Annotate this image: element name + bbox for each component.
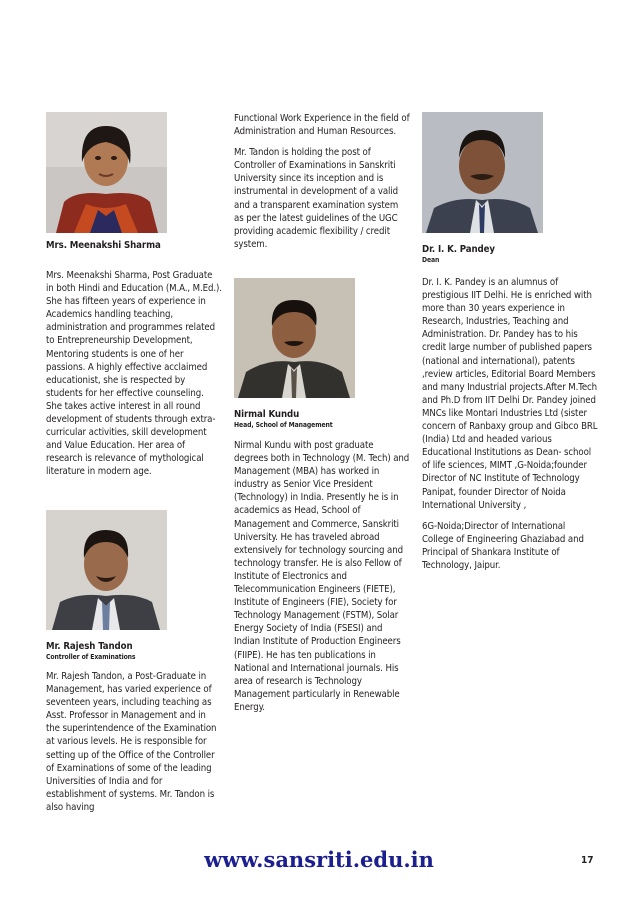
person-bio-continued: Functional Work Experience in the field of Administration and Human Resources.	[234, 113, 410, 138]
person-name: Mrs. Meenakshi Sharma	[46, 240, 161, 251]
column-1-text	[46, 240, 222, 487]
photo-ik-pandey	[422, 112, 543, 233]
photo-nirmal-kundu	[234, 278, 355, 398]
column-2-text-lower	[234, 409, 410, 722]
photo-rajesh-tandon	[46, 510, 167, 630]
person-role: Controller of Examinations	[46, 653, 136, 661]
person-bio: Mr. Rajesh Tandon, a Post-Graduate in Management, has varied experience of seventeen years, including teaching as Asst. Professor in Management and in the superintendence of the Examination at various levels. He is responsible for setting up of the Office of the Controller of Examinations of some of the leading Universities of India and for establishment of systems. Mr. Tandon is also having	[46, 671, 217, 813]
person-name: Nirmal Kundu	[234, 409, 300, 420]
column-1-text-lower	[46, 641, 222, 822]
person-bio: 6G-Noida;Director of International College of Engineering Ghaziabad and Principal of Shankara Institute of Technology, Jaipur.	[422, 520, 584, 571]
person-bio: Mrs. Meenakshi Sharma, Post Graduate in both Hindi and Education (M.A., M.Ed.). She has fifteen years of experience in Academics handling teaching, administration and programmes related to Entrepreneurship Development, Mentoring students is one of her passions. A highly effective acclaimed educationist, she is respected by students for her effective counseling. She takes active interest in all round development of students through extra-curricular activities, skill development and Value Education. Her area of research is relevance of mythological literature in modern age.	[46, 270, 222, 478]
person-role: Dean	[422, 256, 440, 264]
photo-meenakshi-sharma	[46, 112, 167, 233]
page-number: 17	[581, 855, 594, 866]
person-role: Head, School of Management	[234, 421, 333, 429]
column-3-text	[422, 244, 598, 580]
column-2-text-top	[234, 112, 410, 259]
website-url: www.sansriti.edu.in	[204, 847, 434, 872]
person-name: Mr. Rajesh Tandon	[46, 641, 133, 652]
person-name: Dr. I. K. Pandey	[422, 244, 495, 255]
person-bio: Dr. I. K. Pandey is an alumnus of prestigious IIT Delhi. He is enriched with more than 30 years experience in Research, Industries, Teaching and Administration. Dr. Pandey has to his credit large number of published papers (national and international), patents ,review articles, Editorial Board Members and many Industrial projects.After M.Tech and Ph.D from IIT Delhi Dr. Pandey joined MNCs like Montari Industries Ltd (sister concern of Ranbaxy group and Gibco BRL (India) Ltd and headed various Educational Institutions as Dean- school of life sciences, MIMT ,G-Noida;founder Director of NC Institute of Technology Panipat, founder Director of Noida International University ,	[422, 277, 598, 511]
person-bio: Mr. Tandon is holding the post of Controller of Examinations in Sanskriti University since its inception and is instrumental in development of a valid and a transparent examination system as per the latest guidelines of the UGC providing academic flexibility / credit system.	[234, 147, 399, 250]
person-bio: Nirmal Kundu with post graduate degrees both in Technology (M. Tech) and Management (MBA) has worked in industry as Senior Vice President (Technology) in India. Presently he is in academics as Head, School of Management and Commerce, Sanskriti University. He has traveled abroad extensively for technology sourcing and technology transfer. He is also Fellow of Institute of Electronics and Telecommunication Engineers (FIETE), Institute of Engineers (FIE), Society for Technology Management (FSTM), Solar Energy Society of India (FSESI) and Indian Institute of Production Engineers (FIIPE). He has ten publications in National and International journals. His area of research is Technology Management particularly in Renewable Energy.	[234, 440, 410, 713]
